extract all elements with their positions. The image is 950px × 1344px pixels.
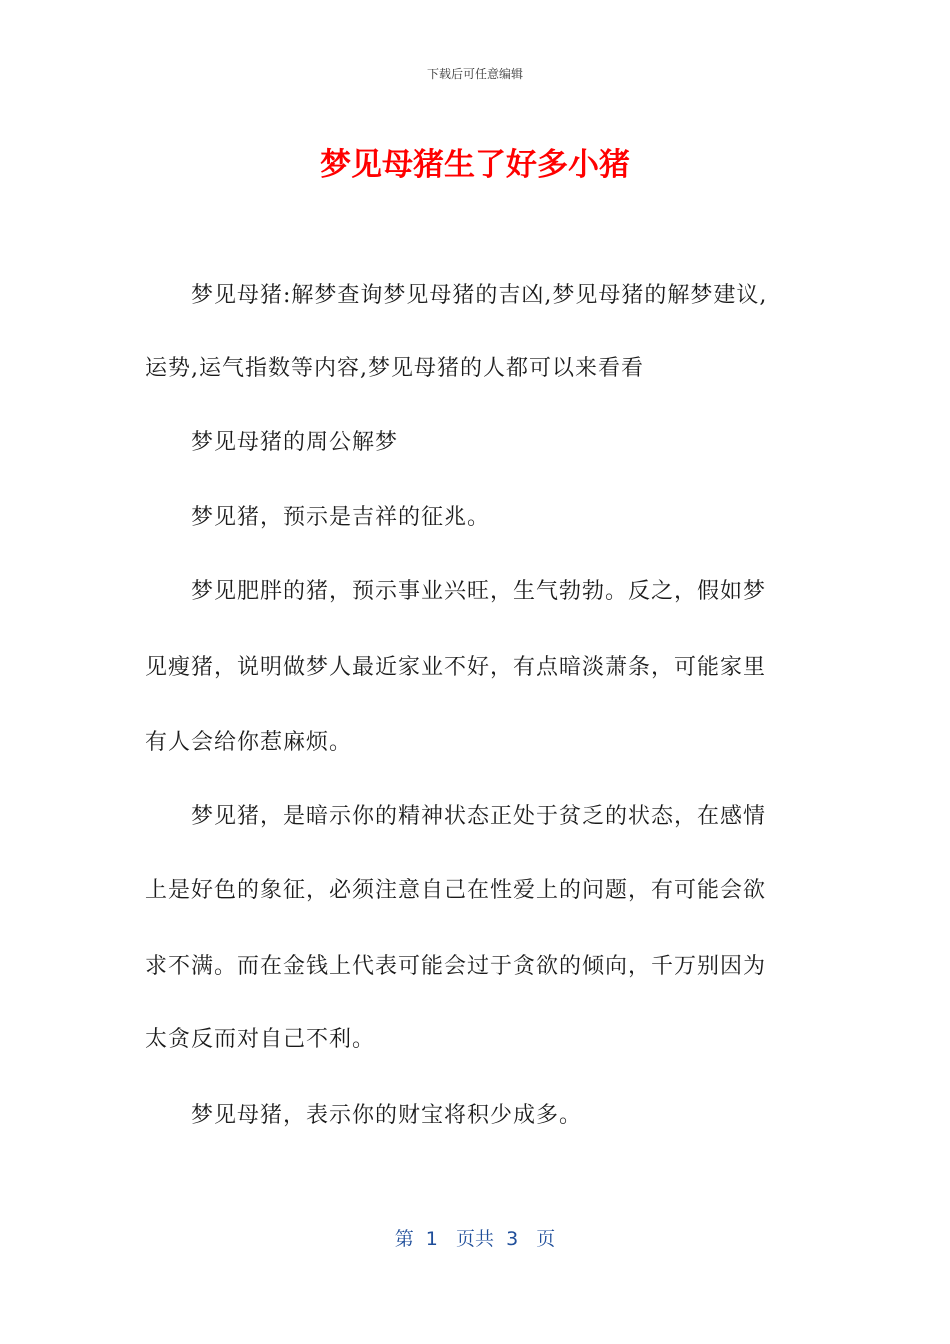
body-line: 求不满。而在金钱上代表可能会过于贪欲的倾向，千万别因为	[145, 954, 767, 979]
body-line: 上是好色的象征，必须注意自己在性爱上的问题，有可能会欲	[145, 878, 767, 903]
document-title: 梦见母猪生了好多小猪	[320, 147, 630, 183]
body-line: 见瘦猪，说明做梦人最近家业不好，有点暗淡萧条，可能家里	[145, 655, 767, 680]
page-header: 下载后可任意编辑	[426, 67, 523, 81]
body-line: 梦见肥胖的猪，预示事业兴旺，生气勃勃。反之，假如梦	[145, 579, 767, 604]
body-line: 梦见猪，预示是吉祥的征兆。	[145, 505, 491, 530]
body-line: 梦见母猪的周公解梦	[145, 430, 399, 455]
body-line: 有人会给你惹麻烦。	[145, 730, 353, 755]
body-line: 梦见母猪:解梦查询梦见母猪的吉凶,梦见母猪的解梦建议,	[145, 283, 768, 308]
page-number-footer: 第 1 页共 3 页	[394, 1228, 556, 1250]
body-line: 梦见猪，是暗示你的精神状态正处于贫乏的状态，在感情	[145, 804, 767, 829]
body-line: 梦见母猪，表示你的财宝将积少成多。	[145, 1103, 583, 1128]
body-line: 太贪反而对自己不利。	[145, 1027, 376, 1052]
body-line: 运势,运气指数等内容,梦见母猪的人都可以来看看	[145, 356, 644, 381]
